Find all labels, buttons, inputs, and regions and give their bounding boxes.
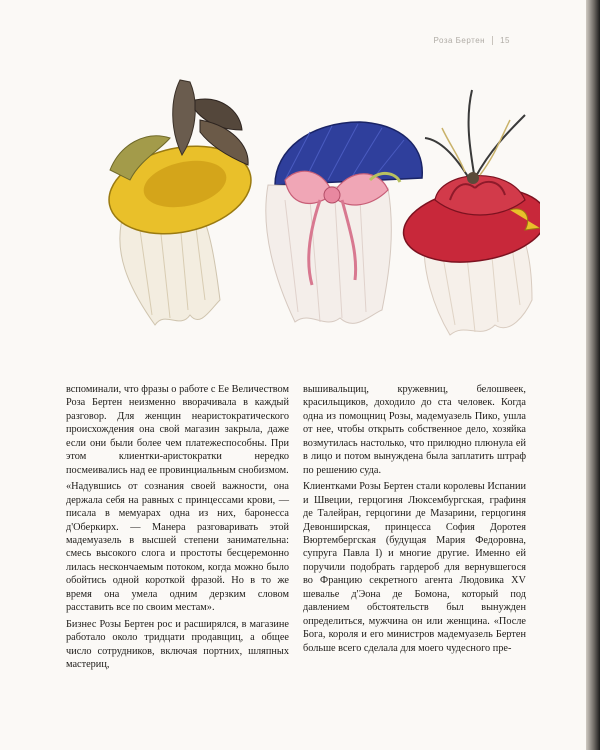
paragraph: «Надувшись от сознания своей важности, она держала себя на равных с принцессами крови, — писала в мемуарах одна из них, баронесса д'Оберкирх. — Манера разговаривать этой мадемуазель в высшей степени занимательна: смесь высокого слога и простоты бесцеремонно лилась нескончаемым потоком, когда можно было обойтись одной короткой фразой. Но в то же время она умела одним дерзким словом расставить все по своим местам». <box>66 481 289 614</box>
text-columns <box>66 383 526 675</box>
red-hat <box>399 90 540 335</box>
blue-fan-hat <box>266 122 422 323</box>
paragraph: вспоминали, что фразы о работе с Ее Величеством Роза Бертен неизменно вворачивала в каждый разговор. Для женщин неаристократического происхождения она свой магазин закрыла, даже если они были более чем платежеспособны. При этом клиентки-аристократки нередко посмеивались над ее провинциальным снобизмом. <box>66 384 289 476</box>
right-column <box>303 383 526 675</box>
page-number: 15 <box>500 36 510 45</box>
hats-illustration <box>70 60 540 360</box>
book-spine <box>586 0 600 750</box>
chapter-title: Роза Бертен <box>433 36 486 45</box>
paragraph: вышивальщиц, кружевниц, белошвеек, красильщиков, доходило до ста человек. Когда одна из помощниц Розы, мадемуазель Пико, ушла от нее, чтобы открыть собственное дело, хозяйка возмутилась настолько, что прилюдно плюнула ей в лицо и потом вынуждена была заплатить штраф по решению суда. <box>303 384 526 476</box>
running-head <box>433 36 510 45</box>
yellow-hat <box>101 80 259 325</box>
paragraph: Клиентками Розы Бертен стали королевы Испании и Швеции, герцогиня Люксембургская, графиня де Талейран, герцогини де Мазарини, герцогиня Девонширская, принцесса София Доротея Вюртембергская (будущая Мария Федоровна, супруга Павла I) и многие другие. Именно ей поручили подобрать гардероб для вернувшегося во Францию секретного агента Людовика XV шевалье д'Эона де Бомона, который под давлением обстоятельств был вынужден определиться, мужчина он или женщина. «После Бога, короля и его министров мадемуазель Бертен больше всего сделала для моего чудесного пре- <box>303 481 526 654</box>
paragraph: Бизнес Розы Бертен рос и расширялся, в магазине работало около тридцати продавщиц, а общее число сотрудников, включая портних, шляпных мастериц, <box>66 618 289 671</box>
left-column <box>66 383 289 675</box>
running-head-divider <box>492 36 493 45</box>
